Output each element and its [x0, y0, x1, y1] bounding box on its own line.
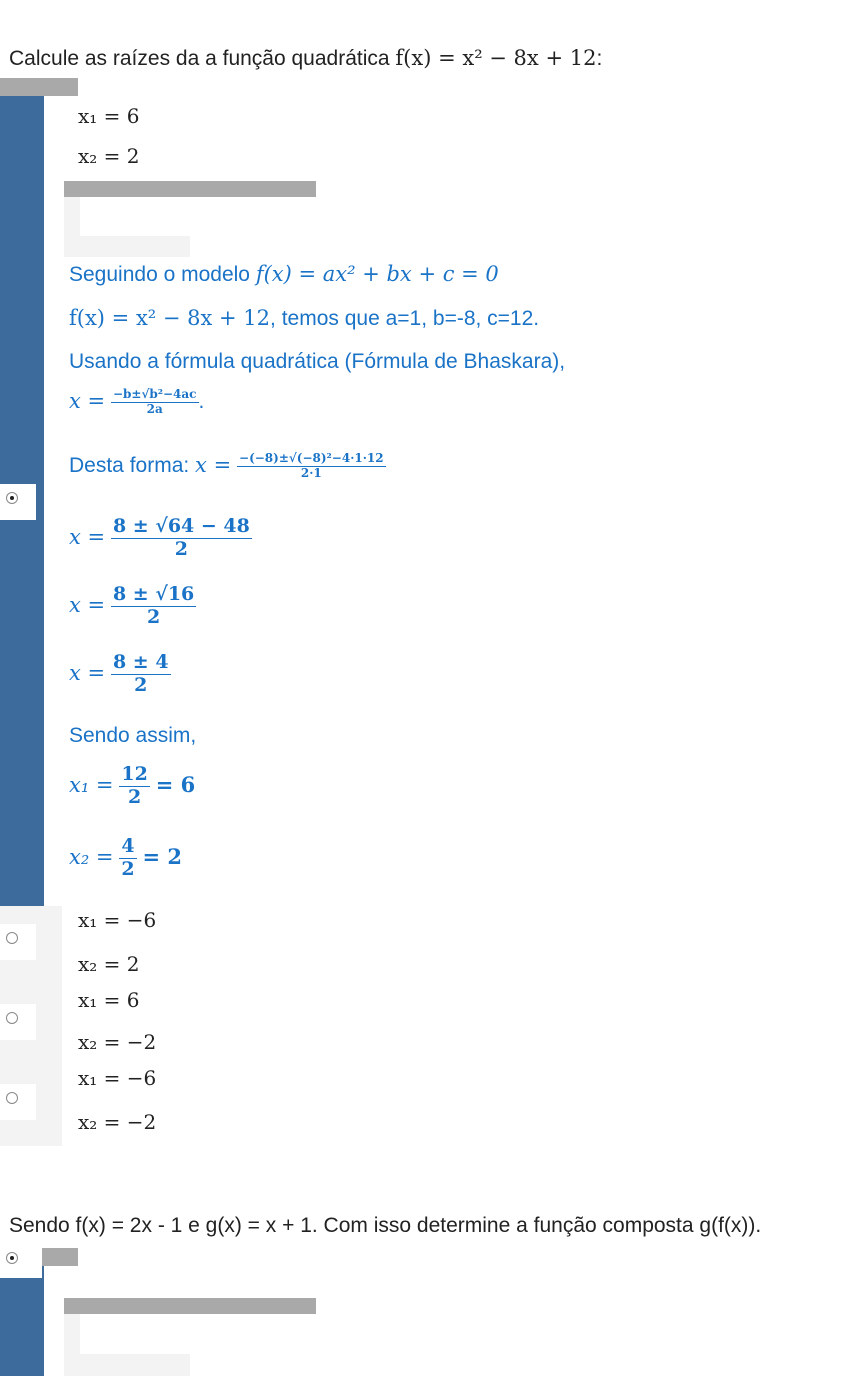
question-2-prompt: Sendo f(x) = 2x - 1 e g(x) = x + 1. Com isso determine a função composta g(f(x)). — [9, 1214, 762, 1237]
solution-line-4-fraction — [111, 388, 199, 417]
question-1-prompt-math: f(x) = x² − 8x + 12 — [395, 46, 597, 70]
option-2-x1: x₁ = −6 — [78, 908, 157, 932]
solution-line-6 — [69, 516, 252, 561]
feedback-panel — [64, 197, 80, 257]
solution-line-6-num: 8 ± √64 − 48 — [112, 515, 250, 537]
solution-line-11 — [69, 836, 182, 881]
solution-line-10 — [69, 764, 195, 809]
solution-line-4-end: . — [198, 389, 205, 413]
solution-line-4-den: 2a — [146, 401, 163, 416]
solution-line-11-lhs: x₂ = — [69, 844, 114, 869]
option-3-radio-cell[interactable] — [0, 1004, 36, 1040]
solution-line-5-lhs: x = — [195, 452, 232, 477]
solution-line-7-fraction — [111, 584, 196, 629]
solution-line-7-num: 8 ± √16 — [112, 583, 195, 605]
question-2-selected-indicator — [0, 1266, 44, 1376]
solution-line-4-lhs: x = — [69, 388, 106, 413]
question-2-feedback-bar — [64, 1298, 316, 1314]
solution-line-1-text: Seguindo o modelo — [69, 263, 256, 286]
solution-line-6-den: 2 — [174, 537, 189, 560]
solution-line-2-math: f(x) = x² − 8x + 12 — [69, 306, 271, 330]
solution-line-10-fraction — [119, 764, 149, 809]
solution-line-5-den: 2·1 — [300, 465, 322, 480]
solution-line-8-lhs: x = — [69, 660, 106, 685]
solution-line-10-rhs: = 6 — [155, 771, 196, 797]
question-1-prompt-end: : — [596, 47, 603, 70]
solution-line-10-num: 12 — [121, 763, 148, 785]
solution-line-8-den: 2 — [134, 673, 148, 696]
option-4-radio[interactable] — [6, 1092, 18, 1104]
solution-line-1-math: f(x) = ax² + bx + c = 0 — [255, 262, 499, 286]
solution-line-1 — [69, 262, 499, 287]
question-1-prompt — [9, 46, 602, 71]
question-1-prompt-text: Calcule as raízes da a função quadrática — [9, 47, 396, 70]
option-3-radio[interactable] — [6, 1012, 18, 1024]
solution-line-7 — [69, 584, 196, 629]
solution-line-11-rhs: = 2 — [142, 843, 182, 869]
solution-line-10-den: 2 — [128, 785, 142, 808]
solution-line-5-num: −(−8)±√(−8)²−4·1·12 — [239, 451, 384, 465]
option-2-radio[interactable] — [6, 932, 18, 944]
question-2-feedback-panel-tab — [80, 1354, 190, 1376]
option-1-radio[interactable] — [6, 492, 18, 504]
option-1-x2: x₂ = 2 — [78, 144, 140, 168]
solution-line-7-lhs: x = — [69, 592, 106, 617]
solution-line-5-fraction — [237, 452, 386, 481]
solution-line-9: Sendo assim, — [69, 724, 197, 747]
solution-line-7-den: 2 — [147, 605, 161, 628]
question-2-radio-cell[interactable] — [0, 1248, 42, 1278]
option-3-x1: x₁ = 6 — [78, 988, 140, 1012]
option-2-x2: x₂ = 2 — [78, 952, 140, 976]
feedback-panel-tab — [80, 236, 190, 257]
option-header-bar — [0, 78, 78, 96]
feedback-header-bar — [64, 181, 316, 197]
question-2-feedback-panel — [64, 1314, 80, 1376]
solution-line-6-lhs: x = — [69, 524, 106, 549]
solution-line-3: Usando a fórmula quadrática (Fórmula de Bhaskara), — [69, 350, 566, 373]
solution-line-11-fraction — [119, 836, 136, 881]
solution-line-4 — [69, 388, 204, 417]
option-2-radio-cell[interactable] — [0, 924, 36, 960]
option-4-x1: x₁ = −6 — [78, 1066, 157, 1090]
option-1-x1: x₁ = 6 — [78, 104, 140, 128]
solution-line-5-text: Desta forma: — [69, 453, 196, 477]
question-2-radio[interactable] — [6, 1252, 18, 1264]
option-1-radio-cell[interactable] — [0, 484, 36, 520]
solution-line-11-den: 2 — [121, 857, 135, 880]
solution-line-6-fraction — [111, 516, 252, 561]
solution-line-2-text: , temos que a=1, b=-8, c=12. — [270, 307, 540, 330]
solution-line-10-lhs: x₁ = — [69, 772, 114, 797]
solution-line-2 — [69, 306, 539, 331]
option-4-radio-cell[interactable] — [0, 1084, 36, 1120]
solution-line-11-num: 4 — [121, 835, 135, 857]
solution-line-8 — [69, 652, 171, 697]
solution-line-4-num: −b±√b²−4ac — [112, 387, 197, 401]
option-3-x2: x₂ = −2 — [78, 1030, 157, 1054]
solution-line-8-fraction — [111, 652, 171, 697]
solution-line-5 — [69, 452, 386, 481]
solution-line-8-num: 8 ± 4 — [112, 651, 169, 673]
option-4-x2: x₂ = −2 — [78, 1110, 157, 1134]
